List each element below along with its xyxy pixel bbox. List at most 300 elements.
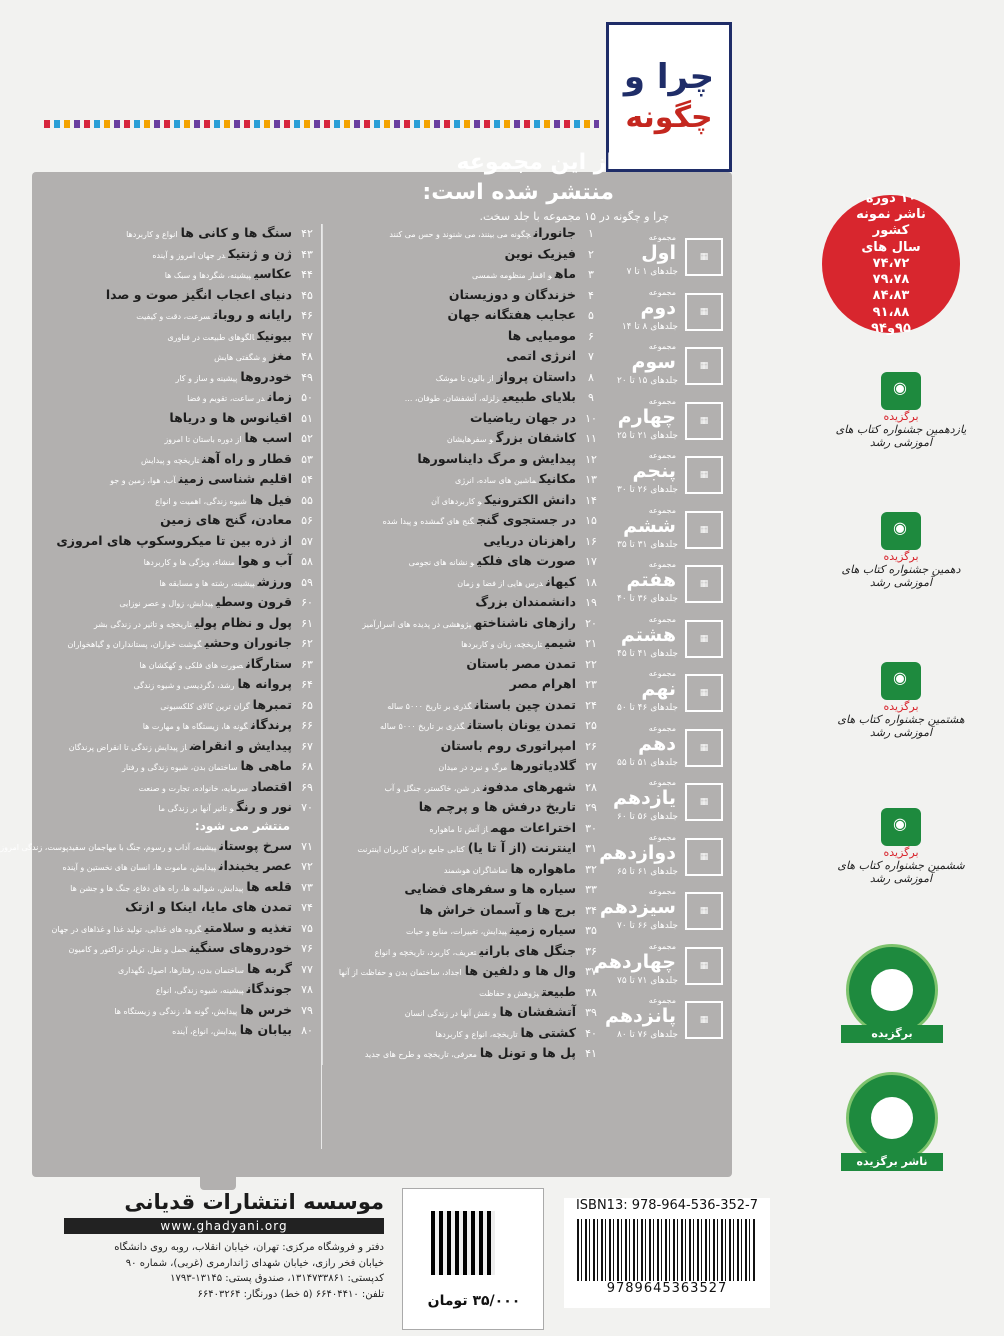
badge-line: ۷۴،۷۲ [872, 255, 910, 271]
title-name: گربه هاساختمان بدن، رفتارها، اصول نگهداری [117, 960, 292, 976]
title-number: ۴۷ [301, 329, 313, 343]
title-number: ۶۹ [301, 780, 313, 794]
title-row [36, 798, 320, 819]
title-name: جوندگانپیشینه، شیوه زندگی، انواع [155, 981, 292, 996]
title-row [36, 532, 320, 553]
award-festival: یازدهمین جشنواره کتاب های آموزشی رشد [835, 423, 967, 449]
title-subtitle: پیدایش، انواع، آینده [172, 1027, 237, 1036]
title-row [36, 245, 320, 266]
title-number: ۹ [588, 391, 594, 404]
title-subtitle: و سفرهایشان [446, 435, 494, 444]
title-row [322, 819, 604, 840]
titles-column-2 [0, 224, 320, 1042]
seal-ribbon: ناشر برگزیده [841, 1153, 943, 1171]
title-row [322, 880, 604, 901]
volume-range: جلدهای ۴۶ تا ۵۰ [617, 703, 678, 713]
title-name: قرون وسطیپیدایش، زوال و عصر نوزایی [119, 594, 292, 609]
barcode-number: 9789645363527 [606, 1281, 728, 1296]
title-name: قطار و راه آهنتاریخچه و پیدایش [141, 450, 292, 466]
volume-item [604, 775, 729, 830]
title-number: ۵۰ [301, 391, 313, 404]
title-name: اینترنت (از آ تا یا)کتابی جامع برای کاربران اینترنت [357, 840, 576, 855]
title-row [322, 675, 604, 696]
title-name: اهرام مصر [509, 676, 576, 691]
title-row [322, 901, 604, 922]
title-name: تاریخ درفش ها و پرچم ها [418, 799, 576, 814]
title-row [322, 1024, 604, 1045]
title-name: اقتصادسرمایه، خانواده، تجارت و صنعت [138, 778, 292, 794]
title-subtitle: پیشینه، شیوه زندگی، انواع [155, 986, 244, 995]
title-number: ۷۲ [301, 860, 313, 873]
title-row [322, 798, 604, 819]
title-number: ۶۵ [301, 698, 313, 712]
title-row [36, 919, 320, 940]
title-row [36, 450, 320, 471]
title-number: ۴۹ [301, 370, 313, 384]
volume-item [604, 394, 729, 449]
volume-item [604, 230, 729, 285]
title-row [322, 429, 604, 450]
volume-name: دوازدهم [599, 841, 676, 864]
title-subtitle: در شن، خاکستر، جنگل و آب [384, 783, 480, 793]
title-number: ۳۴ [585, 903, 597, 917]
title-row [322, 368, 604, 389]
title-subtitle: پیشینه و ساز و کار [175, 373, 238, 383]
title-row [36, 716, 320, 737]
seal-emblem-icon [871, 969, 913, 1011]
price-label: ۳۵/۰۰۰ تومان [427, 1293, 521, 1309]
title-row [36, 265, 320, 286]
title-name: اقیانوس ها و دریاها [169, 409, 292, 425]
title-number: ۳۶ [585, 944, 597, 958]
title-name: جنگل های بارانیتعریف، کاربرد، تاریخچه و انواع [374, 942, 576, 958]
title-subtitle: و نقش آنها در زندگی انسان [404, 1009, 497, 1018]
title-name: شهرهای مدفوندر شن، خاکستر، جنگل و آب [384, 778, 576, 794]
title-name: پروانه هارشد، دگردیسی و شیوه زندگی [133, 676, 292, 691]
title-subtitle: و تاثیر آنها بر زندگی ما [158, 804, 234, 813]
qr-code[interactable] [402, 1188, 544, 1330]
title-name: بیابان هاپیدایش، انواع، آینده [172, 1022, 292, 1037]
title-number: ۵۵ [301, 493, 313, 507]
title-number: ۴۸ [301, 350, 313, 363]
title-number: ۴۱ [585, 1047, 597, 1060]
title-number: ۵ [588, 309, 594, 322]
title-row [36, 286, 320, 307]
volume-range: جلدهای ۳۱ تا ۳۵ [617, 539, 678, 550]
title-name: راهزنان دریایی [483, 532, 576, 548]
award-seal [846, 944, 938, 1040]
title-row [322, 470, 604, 491]
title-number: ۳۳ [585, 883, 597, 896]
title-number: ۴۴ [301, 268, 313, 281]
title-row [322, 839, 604, 860]
heading-note: چرا و چگونه در ۱۵ مجموعه با جلد سخت. [479, 210, 669, 223]
seal-ribbon: برگزیده [841, 1025, 943, 1043]
volume-item [604, 557, 729, 612]
title-row [322, 716, 604, 737]
title-row [322, 409, 604, 430]
title-name: از ذره بین تا میکروسکوپ های امروزی [56, 532, 292, 548]
title-subtitle: و اقمار منظومه شمسی [472, 271, 552, 280]
title-row [322, 737, 604, 758]
title-name: مومیایی ها [507, 327, 576, 343]
volume-tag: مجموعه [648, 451, 676, 460]
series-logo-line1: چرا و [623, 57, 715, 98]
title-name: عجایب هفتگانه جهان [447, 307, 576, 322]
section-heading [364, 148, 614, 207]
title-number: ۱۳ [585, 473, 597, 486]
title-number: ۸ [588, 370, 594, 384]
title-name: اقلیم شناسی زمینآب، هوا، زمین و جو [110, 471, 292, 486]
volume-range: جلدهای ۷۱ تا ۷۵ [617, 975, 678, 986]
title-subtitle: حمل و نقل، تریلر، تراکتور و کامیون [68, 945, 187, 954]
title-row [36, 960, 320, 981]
title-row [322, 306, 604, 327]
badge-line: ۹۵و۹۴ [871, 320, 911, 336]
title-row [36, 347, 320, 368]
title-number: ۳۱ [585, 842, 597, 855]
badge-line: سال های [861, 239, 921, 255]
title-number: ۴۵ [301, 288, 313, 302]
title-row [322, 942, 604, 963]
title-number: ۱۲ [585, 452, 597, 466]
title-row [36, 388, 320, 409]
title-name: بیونیکالگوهای طبیعت در فناوری [167, 327, 292, 343]
title-name: پرندگانگونه ها، زیستگاه ها و مهارت ها [142, 717, 292, 732]
title-row [36, 980, 320, 1001]
title-name: ماهو اقمار منظومه شمسی [472, 266, 576, 281]
award-title: برگزیده [883, 700, 919, 713]
volume-range: جلدهای ۵۱ تا ۵۵ [617, 757, 678, 768]
title-name: بلایای طبیعیزلزله، آتشفشان، طوفان، ... [404, 389, 576, 404]
award-emblem-icon [881, 372, 921, 410]
title-subtitle: تاریخچه، زبان و کاربردها [461, 640, 543, 649]
volume-logo-icon: ▦ [685, 1001, 723, 1039]
title-name: جانورانچگونه می بینند، می شنوند و حس می کنند [389, 225, 576, 240]
publisher-info [64, 1190, 384, 1302]
volume-range: جلدهای ۶۶ تا ۷۰ [617, 921, 678, 931]
title-number: ۳۰ [585, 821, 597, 835]
title-name: آب و هوامنشاء، ویژگی ها و کاربردها [143, 553, 292, 568]
title-name: تمدن چین باستانگذری بر تاریخ ۵۰۰۰ ساله [387, 696, 576, 712]
badge-line: ناشر نمونه [856, 207, 926, 223]
title-subtitle: آب، هوا، زمین و جو [110, 476, 176, 485]
volume-tag: مجموعه [648, 778, 676, 787]
title-number: ۷۵ [301, 921, 313, 935]
volume-tag: مجموعه [648, 233, 676, 242]
title-number: ۵۶ [301, 514, 313, 527]
title-name: معادن، گنج های زمین [160, 512, 292, 527]
volume-logo-icon: ▦ [685, 892, 723, 930]
title-row [36, 327, 320, 348]
title-subtitle: مرگ و نبرد در میدان [438, 763, 508, 772]
title-name: گلادیاتورهامرگ و نبرد در میدان [438, 758, 576, 773]
volume-logo-icon: ▦ [685, 783, 723, 821]
award-festival: هشتمین جشنواره کتاب های آموزشی رشد [837, 713, 965, 739]
title-number: ۵۳ [301, 452, 313, 466]
title-row [36, 737, 320, 758]
title-subtitle: انواع و کاربردها [126, 230, 178, 239]
title-subtitle: ماشین های ساده، انرژی [454, 476, 537, 485]
title-subtitle: گذری بر تاریخ ۵۰۰۰ ساله [380, 722, 465, 731]
volume-name: ششم [623, 514, 676, 537]
title-number: ۱۵ [585, 514, 597, 527]
title-number: ۱۶ [585, 534, 597, 548]
volume-logo-icon: ▦ [685, 347, 723, 385]
title-name: ورزشپیشینه، رشته ها و مسابقه ها [159, 573, 292, 589]
title-row [322, 224, 604, 245]
title-subtitle: گونه ها، زیستگاه ها و مهارت ها [142, 722, 248, 731]
publisher-address-1: دفتر و فروشگاه مرکزی: تهران، خیابان انقلاب، روبه روی دانشگاه [114, 1242, 384, 1253]
volume-item [604, 448, 729, 503]
title-row [322, 491, 604, 512]
title-subtitle: تعریف، کاربرد، تاریخچه و انواع [374, 947, 477, 957]
title-subtitle: کتابی جامع برای کاربران اینترنت [357, 845, 465, 854]
volume-name: پانزدهم [604, 1005, 676, 1027]
title-name: دنیای اعجاب انگیز صوت و صدا [105, 286, 292, 302]
title-name: عصر یخبندانپیدایش، ماموت ها، انسان های نخستین و آینده [62, 858, 292, 873]
title-subtitle: گنج های گمشده و پیدا شده [382, 517, 475, 526]
title-number: ۶۴ [301, 678, 313, 691]
title-subtitle: و شگفتی هایش [214, 353, 267, 362]
title-name: امپراتوری روم باستان [440, 737, 576, 753]
title-number: ۱ [588, 227, 594, 240]
title-number: ۶ [588, 329, 594, 343]
decorative-dots [44, 120, 599, 128]
title-number: ۲۶ [585, 739, 597, 753]
title-name: تغذیه و سلامتیگروه های غذایی، تولید غذا و غذاهای در جهان [51, 919, 292, 935]
title-name: ماهواره هاتماشاگران هوشمند [443, 860, 576, 876]
volume-tag: مجموعه [648, 996, 676, 1005]
title-name: در جستجوی گنجگنج های گمشده و پیدا شده [382, 512, 576, 527]
volume-name: دوم [640, 296, 676, 319]
volume-logo-icon: ▦ [685, 238, 723, 276]
title-name: فیزیک نوین [504, 245, 576, 261]
title-number: ۵۱ [301, 411, 313, 425]
title-name: پل ها و تونل هامعرفی، تاریخچه و طرح های جدید [364, 1045, 576, 1060]
title-number: ۴۰ [585, 1026, 597, 1040]
title-row [322, 757, 604, 778]
title-subtitle: تاریخچه و تاثیر در زندگی بشر [93, 619, 192, 629]
title-name: اسب هااز دوره باستان تا امروز [164, 430, 292, 445]
title-subtitle: منشاء، ویژگی ها و کاربردها [143, 558, 235, 567]
title-row [322, 634, 604, 655]
title-row [322, 921, 604, 942]
title-number: ۷۷ [301, 962, 313, 976]
title-name: جانوران وحشیگوشت خواران، پستانداران و گیاهخواران [67, 635, 292, 650]
volume-logo-icon: ▦ [685, 674, 723, 712]
title-number: ۷ [588, 350, 594, 363]
publisher-website[interactable]: www.ghadyani.org [64, 1218, 384, 1234]
title-name: دانشمندان بزرگ [475, 594, 576, 609]
title-row [322, 532, 604, 553]
title-row [36, 696, 320, 717]
title-number: ۷۸ [301, 983, 313, 996]
title-subtitle: از آتش تا ماهواره [429, 824, 489, 834]
title-number: ۴۲ [301, 227, 313, 240]
publisher-address-3: کدپستی: ۱۳۱۴۷۳۳۸۶۱، صندوق پستی: ۱۳۱۴۵-۱۷۹۳ [170, 1273, 384, 1284]
title-name: خودروهای سنگینحمل و نقل، تریلر، تراکتور و کامیون [68, 940, 292, 955]
volume-tag: مجموعه [648, 560, 676, 569]
title-number: ۸۰ [301, 1024, 313, 1037]
volume-tag: مجموعه [648, 396, 676, 406]
title-row [322, 552, 604, 573]
title-subtitle: صورت های فلکی و کهکشان ها [139, 660, 244, 670]
title-row [36, 552, 320, 573]
titles-column-1 [322, 224, 604, 1065]
title-subtitle: پیدایش، ماموت ها، انسان های نخستین و آینده [62, 863, 216, 872]
title-subtitle: پیدایش، زوال و عصر نوزایی [119, 599, 213, 608]
title-number: ۲۸ [585, 780, 597, 794]
title-number: ۴۶ [301, 309, 313, 322]
title-number: ۱۱ [585, 432, 597, 445]
title-name: سنگ ها و کانی هاانواع و کاربردها [126, 225, 292, 240]
title-number: ۳ [588, 268, 594, 281]
title-subtitle: سرمایه، خانواده، تجارت و صنعت [138, 783, 248, 793]
title-number: ۳۵ [585, 924, 597, 937]
title-number: ۵۴ [301, 473, 313, 486]
title-row [36, 511, 320, 532]
seal-emblem-icon [871, 1097, 913, 1139]
volume-range: جلدهای ۱۵ تا ۲۰ [617, 376, 678, 386]
title-row [322, 655, 604, 676]
title-number: ۲۷ [585, 760, 597, 773]
title-subtitle: گران ترین کالای کلکسیونی [160, 701, 250, 711]
title-number: ۲۰ [585, 616, 597, 630]
volume-logo-icon: ▦ [685, 293, 723, 331]
title-name: پیدایش و مرگ دایناسورها [417, 450, 576, 466]
title-subtitle: گوشت خواران، پستانداران و گیاهخواران [67, 640, 202, 649]
title-row [36, 1001, 320, 1022]
title-number: ۷۱ [301, 839, 313, 853]
title-name: تمدن یونان باستانگذری بر تاریخ ۵۰۰۰ ساله [380, 717, 576, 732]
title-row [322, 347, 604, 368]
title-name: خرس هاپیدایش، گونه ها، زندگی و زیستگاه ها [114, 1001, 292, 1017]
volume-range: جلدهای ۵۶ تا ۶۰ [617, 812, 678, 822]
title-row [322, 388, 604, 409]
title-subtitle: معرفی، تاریخچه و طرح های جدید [364, 1050, 477, 1059]
title-name: صورت های فلکیو نشانه های نجومی [408, 553, 576, 568]
volume-item [604, 503, 729, 558]
volume-item [604, 721, 729, 776]
title-row [322, 511, 604, 532]
volume-tag: مجموعه [648, 723, 676, 733]
title-name: سیاره زمینپیدایش، تغییرات، منابع و حیات [405, 922, 576, 937]
title-subtitle: تاریخچه و پیدایش [141, 455, 199, 465]
title-number: ۴ [588, 288, 594, 302]
award-festival: ششمین جشنواره کتاب های آموزشی رشد [837, 859, 965, 885]
title-number: ۵۲ [301, 432, 313, 445]
title-name: تمدن مصر باستان [466, 655, 576, 671]
title-subtitle: چگونه می بینند، می شنوند و حس می کنند [389, 230, 531, 239]
publisher-address-2: خیابان فخر رازی، خیابان شهدای ژاندارمری (غربی)، شماره ۹۰ [125, 1257, 384, 1269]
series-logo-line2: چگونه [625, 100, 713, 136]
title-row [322, 327, 604, 348]
title-name: آتشفشان هاو نقش آنها در زندگی انسان [404, 1004, 576, 1019]
volume-name: پنجم [632, 460, 676, 482]
title-row [322, 265, 604, 286]
volume-tag: مجموعه [648, 669, 676, 678]
title-number: ۱۴ [585, 493, 597, 507]
title-name: اختراعات مهماز آتش تا ماهواره [429, 819, 576, 835]
title-number: ۳۷ [585, 965, 597, 978]
title-subtitle: درس هایی از فضا و زمان [457, 578, 543, 588]
title-subtitle: در ساعت، تقویم و فضا [187, 394, 265, 403]
title-name: قلعه هاپیدایش، شوالیه ها، راه های دفاع، جنگ ها و جشن ها [70, 878, 292, 894]
title-subtitle: تماشاگران هوشمند [443, 865, 508, 875]
title-subtitle: پیشینه، شگردها و سبک ها [164, 271, 252, 280]
title-number: ۱۰ [585, 411, 597, 425]
title-number: ۲۹ [585, 801, 597, 814]
title-subtitle: تاریخچه، انواع و کاربردها [435, 1029, 518, 1039]
title-row [36, 655, 320, 676]
volume-tag: مجموعه [648, 832, 676, 842]
volume-range: جلدهای ۲۶ تا ۳۰ [617, 485, 678, 495]
title-row [36, 1021, 320, 1042]
title-number: ۵۸ [301, 555, 313, 568]
title-row [322, 860, 604, 881]
volume-range: جلدهای ۳۶ تا ۴۰ [617, 594, 678, 604]
volume-range: جلدهای ۴۱ تا ۴۵ [617, 648, 678, 659]
volume-name: نهم [641, 678, 676, 700]
title-row [322, 614, 604, 635]
title-name: کاشفان بزرگو سفرهایشان [446, 430, 576, 445]
title-row [322, 573, 604, 594]
title-subtitle: از دوره باستان تا امروز [164, 435, 242, 444]
title-number: ۵۷ [301, 534, 313, 548]
title-subtitle: ساختمان بدن، رفتارها، اصول نگهداری [117, 965, 244, 975]
title-subtitle: پیدایش، تغییرات، منابع و حیات [405, 927, 507, 936]
title-name: رایانه و روباتسرعت، دقت و کیفیت [136, 307, 292, 322]
title-name: شیمیتاریخچه، زبان و کاربردها [461, 635, 576, 650]
badge-line: ۱۰ دوره [865, 190, 917, 206]
qr-code-icon [431, 1211, 495, 1275]
volume-name: هفتم [626, 569, 676, 591]
volume-logo-icon: ▦ [685, 565, 723, 603]
volume-tag: مجموعه [648, 505, 676, 515]
title-name: تمدن های مایا، اینکا و ازتک [125, 899, 292, 914]
title-name: انرژی اتمی [506, 348, 576, 363]
title-number: ۲۵ [585, 719, 597, 732]
volume-tag: مجموعه [648, 287, 676, 297]
title-number: ۲ [588, 247, 594, 261]
award-emblem-icon [881, 808, 921, 846]
title-number: ۳۲ [585, 862, 597, 876]
publisher-logo-icon [200, 1160, 236, 1190]
title-name: کیهاندرس هایی از فضا و زمان [457, 573, 576, 589]
title-number: ۷۹ [301, 1003, 313, 1017]
volume-item [604, 339, 729, 394]
title-subtitle: از بالون تا موشک [435, 373, 494, 383]
badge-line: ۹۱،۸۸ [872, 304, 910, 320]
title-subtitle: شیوه زندگی، اهمیت و انواع [155, 496, 247, 506]
series-logo [606, 22, 732, 172]
award-item [826, 808, 976, 885]
volume-list [593, 230, 729, 1048]
title-subtitle: پیدایش، شوالیه ها، راه های دفاع، جنگ ها و جشن ها [70, 883, 244, 893]
volume-range: جلدهای ۶۱ تا ۶۵ [617, 866, 678, 877]
volume-logo-icon: ▦ [685, 947, 723, 985]
title-subtitle: گروه های غذایی، تولید غذا و غذاهای در جهان [51, 924, 202, 934]
badge-line: ۸۴،۸۳ [872, 288, 910, 304]
title-row [36, 898, 320, 919]
title-number: ۱۷ [585, 555, 597, 568]
title-row [322, 245, 604, 266]
volume-item [604, 993, 729, 1048]
title-subtitle: از پیدایش زندگی تا انقراض پرندگان [68, 742, 187, 752]
publisher-brand: موسسه انتشارات قدیانی [124, 1190, 384, 1214]
title-name: دانش الکترونیکو کاربردهای آن [431, 491, 576, 507]
